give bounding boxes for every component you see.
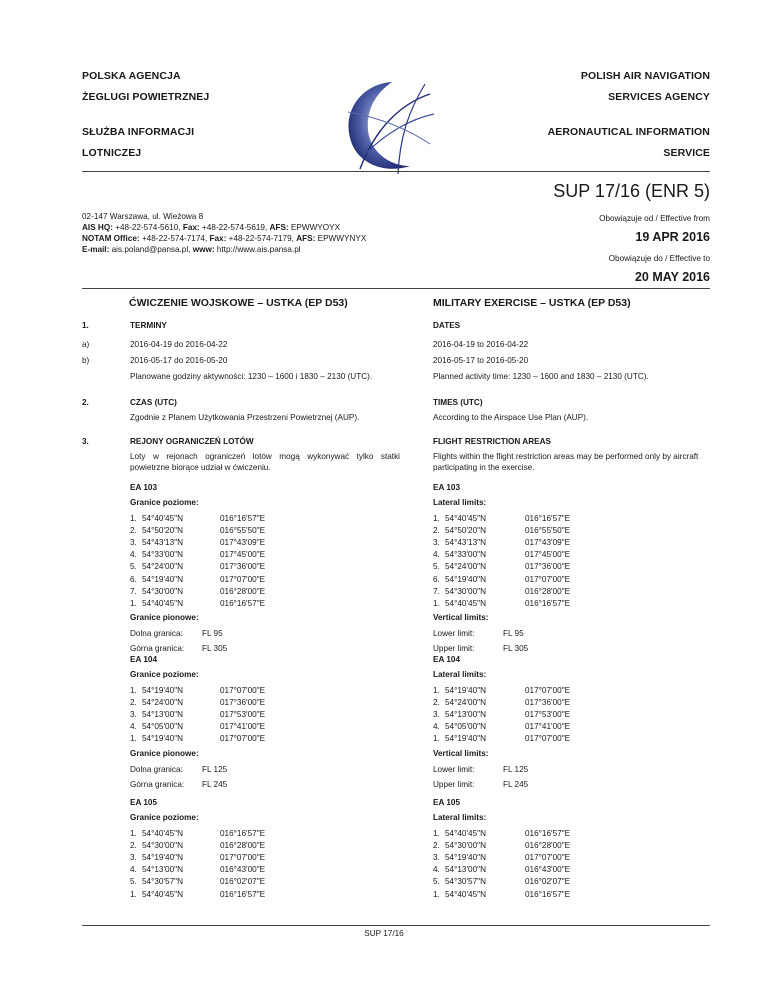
point-number: 2. [433,841,440,851]
times-text-pl: Zgodnie z Planem Użytkowania Przestrzeni Powietrznej (AUP). [130,413,360,422]
section-number: 2. [82,398,89,407]
title-pl: ĆWICZENIE WOJSKOWE – USTKA (EP D53) [129,297,348,309]
point-latitude: 54°43'13"N [445,538,486,548]
point-number: 4. [433,865,440,875]
lateral-limits-label: Granice poziome: [130,813,199,822]
point-latitude: 54°19'40"N [142,734,183,744]
point-longitude: 017°07'00"E [220,574,266,584]
lateral-limits-label: Lateral limits: [433,813,487,822]
point-latitude: 54°24'00"N [445,562,486,572]
area-name: EA 104 [130,655,158,664]
section-heading-en: TIMES (UTC) [433,398,483,407]
sup-number: SUP 17/16 (ENR 5) [553,181,710,201]
point-longitude: 017°45'00"E [220,550,266,560]
point-latitude: 54°19'40"N [445,853,486,863]
effective-to-label: Obowiązuje do / Effective to [608,254,710,263]
upper-limit-value: FL 245 [503,779,529,789]
upper-limit-value: FL 305 [202,643,228,653]
point-longitude: 017°07'00"E [220,853,266,863]
point-longitude: 017°07'00"E [525,734,571,744]
point-longitude: 017°45'00"E [525,550,571,560]
point-longitude: 016°16'57"E [220,829,266,838]
item-label: b) [82,356,90,365]
lower-limit-value: FL 125 [503,764,529,774]
point-latitude: 54°05'00"N [142,722,183,732]
point-latitude: 54°19'40"N [445,686,486,695]
point-number: 4. [130,550,137,560]
point-latitude: 54°40'45"N [445,829,486,838]
vertical-limits-label: Vertical limits: [433,612,489,622]
lower-limit-label: Lower limit: [433,764,475,774]
point-number: 1. [433,598,440,608]
point-number: 3. [130,538,137,548]
section-number: 1. [82,321,89,330]
point-latitude: 54°43'13"N [142,538,183,548]
point-longitude: 017°07'00"E [220,734,266,744]
point-longitude: 016°16'57"E [525,514,571,523]
point-number: 3. [433,710,440,720]
upper-limit-value: FL 305 [503,643,529,653]
service-name-pl-line2: LOTNICZEJ [82,147,142,159]
agency-name-pl-line1: POLSKA AGENCJA [82,70,181,82]
lower-limit-label: Lower limit: [433,628,475,638]
point-longitude: 016°16'57"E [525,829,571,838]
point-longitude: 016°16'57"E [525,598,571,608]
point-latitude: 54°50'20"N [445,526,486,536]
point-latitude: 54°13'00"N [445,710,486,720]
vertical-limits-label: Granice pionowe: [130,748,199,758]
point-latitude: 54°05'00"N [445,722,486,732]
point-number: 6. [433,574,440,584]
point-longitude: 017°07'00"E [525,853,571,863]
point-longitude: 017°41'00"E [525,722,571,732]
point-latitude: 54°40'45"N [445,889,486,899]
section-heading-pl: REJONY OGRANICZEŃ LOTÓW [130,437,254,446]
point-latitude: 54°24'00"N [142,562,183,572]
point-number: 1. [433,829,440,838]
point-longitude: 017°53'00"E [525,710,571,720]
upper-limit-label: Górna granica: [130,643,185,653]
point-latitude: 54°19'40"N [142,574,183,584]
notam-office-line: NOTAM Office: +48-22-574-7174, Fax: +48-22-574-7179, AFS: EPWWYNYX [82,234,367,243]
point-number: 3. [433,853,440,863]
point-number: 6. [130,574,137,584]
point-latitude: 54°19'40"N [142,686,183,695]
header-rule [82,171,710,172]
point-number: 3. [433,538,440,548]
agency-name-en-line2: SERVICES AGENCY [608,91,710,103]
times-text-en: According to the Airspace Use Plan (AUP). [433,413,589,422]
vertical-limits-label: Granice pionowe: [130,612,199,622]
point-number: 1. [130,686,137,695]
restriction-text-en: Flights within the flight restriction areas may be performed only by aircraft participating in the exercise. [433,452,699,473]
vertical-limits-label: Vertical limits: [433,748,489,758]
upper-limit-label: Upper limit: [433,643,475,653]
point-latitude: 54°30'57"N [142,877,183,887]
point-latitude: 54°40'45"N [142,889,183,899]
point-longitude: 016°55'50"E [525,526,571,536]
point-longitude: 017°36'00"E [220,562,266,572]
point-longitude: 016°16'57"E [220,514,266,523]
agency-name-pl-line2: ŻEGLUGI POWIETRZNEJ [82,91,210,103]
point-number: 5. [130,877,137,887]
lower-limit-value: FL 95 [202,628,223,638]
point-latitude: 54°13'00"N [142,865,183,875]
point-number: 1. [433,686,440,695]
point-number: 2. [433,698,440,708]
point-latitude: 54°30'00"N [445,841,486,851]
effective-from-date: 19 APR 2016 [635,230,710,244]
title-en: MILITARY EXERCISE – USTKA (EP D53) [433,297,631,309]
service-name-en-line2: SERVICE [663,147,710,159]
point-number: 1. [130,829,137,838]
point-latitude: 54°30'00"N [445,586,486,596]
point-longitude: 017°07'00"E [525,686,571,695]
item-label: a) [82,340,90,349]
point-number: 2. [130,698,137,708]
point-longitude: 016°28'00"E [220,586,266,596]
point-latitude: 54°40'45"N [142,514,183,523]
point-longitude: 016°02'07"E [220,877,266,887]
agency-name-en-line1: POLISH AIR NAVIGATION [580,70,710,82]
section-number: 3. [82,437,89,446]
lower-limit-value: FL 95 [503,628,524,638]
lateral-limits-label: Granice poziome: [130,670,199,679]
section-heading-en: DATES [433,321,461,330]
dates-a-en: 2016-04-19 to 2016-04-22 [433,340,529,349]
page-footer: SUP 17/16 [364,929,404,938]
point-longitude: 017°43'09"E [220,538,266,548]
section-heading-pl: TERMINY [130,321,167,330]
pansa-logo [330,74,440,178]
point-number: 5. [130,562,137,572]
activity-hours-en: Planned activity time: 1230 – 1600 and 1830 – 2130 (UTC). [433,372,649,381]
point-number: 2. [130,841,137,851]
point-latitude: 54°13'00"N [445,865,486,875]
point-longitude: 016°28'00"E [525,586,571,596]
point-latitude: 54°40'45"N [445,514,486,523]
upper-limit-value: FL 245 [202,779,228,789]
lateral-limits-label: Lateral limits: [433,670,487,679]
lateral-limits-label: Lateral limits: [433,498,487,507]
point-latitude: 54°33'00"N [445,550,486,560]
point-longitude: 017°43'09"E [525,538,571,548]
lower-limit-label: Dolna granica: [130,628,183,638]
address-line: 02-147 Warszawa, ul. Wieżowa 8 [82,212,204,221]
point-number: 7. [433,586,440,596]
ais-hq-line: AIS HQ: +48-22-574-5610, Fax: +48-22-574-5619, AFS: EPWWYOYX [82,223,341,232]
point-latitude: 54°19'40"N [142,853,183,863]
point-longitude: 017°36'00"E [220,698,266,708]
point-number: 2. [130,526,137,536]
point-number: 3. [130,710,137,720]
point-latitude: 54°33'00"N [142,550,183,560]
upper-limit-label: Górna granica: [130,779,185,789]
dates-b-en: 2016-05-17 to 2016-05-20 [433,356,529,365]
section-heading-en: FLIGHT RESTRICTION AREAS [433,437,551,446]
activity-hours-pl: Planowane godziny aktywności: 1230 – 1600 i 1830 – 2130 (UTC). [130,372,373,381]
point-number: 1. [130,734,137,744]
point-latitude: 54°50'20"N [142,526,183,536]
point-longitude: 016°28'00"E [525,841,571,851]
point-longitude: 016°02'07"E [525,877,571,887]
address-block [82,211,366,255]
point-longitude: 017°07'00"E [525,574,571,584]
restriction-text-pl: Loty w rejonach ograniczeń lotów mogą wykonywać tylko statki powietrzne biorące udział w ćwiczeniu. [130,452,400,473]
point-longitude: 016°16'57"E [220,598,266,608]
point-latitude: 54°24'00"N [445,698,486,708]
footer-rule [82,925,710,926]
point-latitude: 54°40'45"N [445,598,486,608]
point-number: 3. [130,853,137,863]
lower-limit-value: FL 125 [202,764,228,774]
point-longitude: 016°43'00"E [220,865,266,875]
point-number: 1. [433,514,440,523]
point-longitude: 017°41'00"E [220,722,266,732]
point-number: 1. [130,598,137,608]
point-number: 1. [130,514,137,523]
point-latitude: 54°24'00"N [142,698,183,708]
service-name-pl-line1: SŁUŻBA INFORMACJI [82,126,195,138]
upper-limit-label: Upper limit: [433,779,475,789]
email-www-line: E-mail: ais.poland@pansa.pl, www: http://www.ais.pansa.pl [82,245,301,254]
point-number: 4. [130,722,137,732]
area-name: EA 105 [130,798,158,807]
lateral-limits-label: Granice poziome: [130,498,199,507]
point-longitude: 017°36'00"E [525,698,571,708]
point-latitude: 54°40'45"N [142,829,183,838]
point-latitude: 54°19'40"N [445,574,486,584]
point-latitude: 54°30'57"N [445,877,486,887]
lower-limit-label: Dolna granica: [130,764,183,774]
point-latitude: 54°13'00"N [142,710,183,720]
point-latitude: 54°30'00"N [142,586,183,596]
point-number: 5. [433,877,440,887]
point-longitude: 016°16'57"E [220,889,266,899]
area-name: EA 104 [433,655,461,664]
service-name-en-line1: AERONAUTICAL INFORMATION [547,126,710,138]
effective-to-date: 20 MAY 2016 [634,270,710,284]
area-name: EA 105 [433,798,461,807]
point-number: 7. [130,586,137,596]
point-number: 4. [433,722,440,732]
point-latitude: 54°19'40"N [445,734,486,744]
point-number: 5. [433,562,440,572]
area-name: EA 103 [130,483,158,492]
point-longitude: 016°43'00"E [525,865,571,875]
point-number: 4. [433,550,440,560]
point-longitude: 016°55'50"E [220,526,266,536]
point-longitude: 017°07'00"E [220,686,266,695]
point-longitude: 016°16'57"E [525,889,571,899]
point-longitude: 016°28'00"E [220,841,266,851]
dates-b-pl: 2016-05-17 do 2016-05-20 [130,356,228,365]
point-number: 4. [130,865,137,875]
point-number: 1. [433,889,440,899]
point-number: 2. [433,526,440,536]
effective-from-label: Obowiązuje od / Effective from [599,214,710,223]
point-longitude: 017°36'00"E [525,562,571,572]
point-number: 1. [433,734,440,744]
address-rule [82,288,710,289]
point-latitude: 54°40'45"N [142,598,183,608]
point-number: 1. [130,889,137,899]
point-longitude: 017°53'00"E [220,710,266,720]
point-latitude: 54°30'00"N [142,841,183,851]
area-name: EA 103 [433,483,461,492]
dates-a-pl: 2016-04-19 do 2016-04-22 [130,340,228,349]
section-heading-pl: CZAS (UTC) [130,398,177,407]
